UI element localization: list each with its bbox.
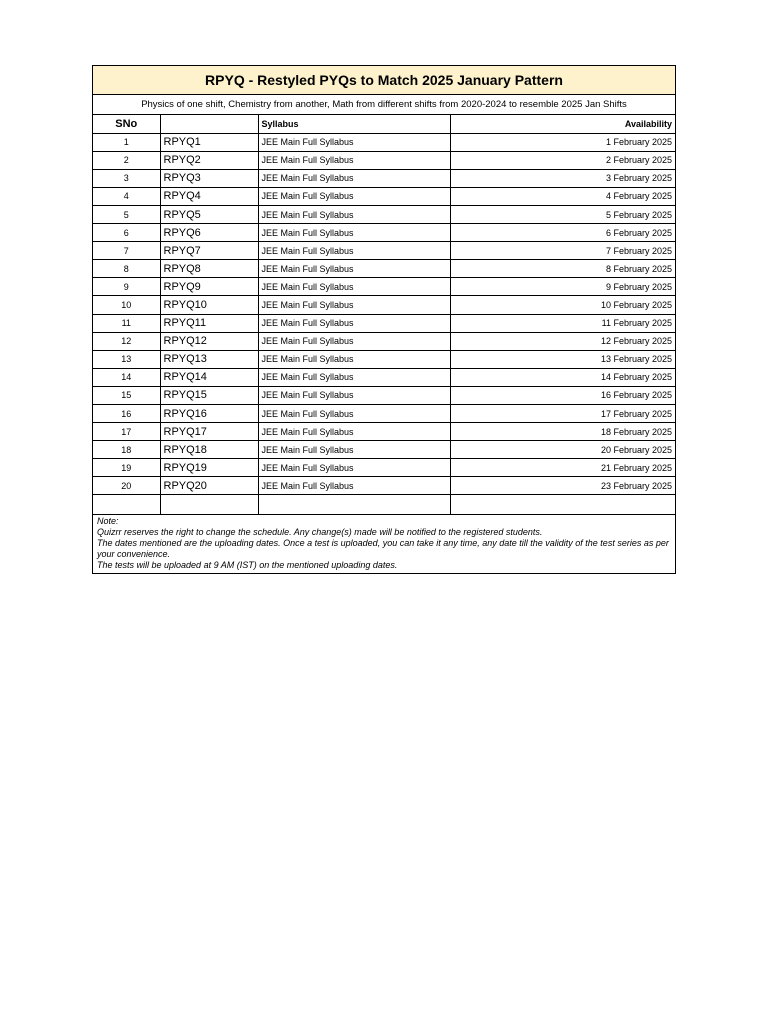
row-availability: 5 February 2025 (450, 205, 675, 223)
row-sno: 4 (93, 187, 160, 205)
row-sno: 1 (93, 133, 160, 151)
table-row (93, 278, 675, 296)
row-syllabus: JEE Main Full Syllabus (258, 423, 450, 441)
row-availability: 16 February 2025 (450, 386, 675, 404)
table-row (93, 405, 675, 423)
table-row (93, 133, 675, 151)
row-sno: 12 (93, 332, 160, 350)
row-syllabus: JEE Main Full Syllabus (258, 169, 450, 187)
table-row (93, 205, 675, 223)
header-availability: Availability (450, 115, 675, 133)
table-row (93, 477, 675, 495)
table-body (93, 133, 675, 515)
row-test-name: RPYQ18 (160, 441, 258, 459)
row-sno: 6 (93, 224, 160, 242)
row-sno: 2 (93, 151, 160, 169)
row-availability: 12 February 2025 (450, 332, 675, 350)
row-availability: 6 February 2025 (450, 224, 675, 242)
row-syllabus: JEE Main Full Syllabus (258, 224, 450, 242)
table-row (93, 260, 675, 278)
row-test-name: RPYQ12 (160, 332, 258, 350)
row-syllabus: JEE Main Full Syllabus (258, 386, 450, 404)
notes-label: Note: (97, 516, 119, 527)
header-test-name (160, 115, 258, 133)
note-line: The dates mentioned are the uploading dates. Once a test is uploaded, you can take it any time, any date till the validity of the test series as per your convenience. (97, 538, 669, 560)
row-sno: 19 (93, 459, 160, 477)
row-availability: 11 February 2025 (450, 314, 675, 332)
row-syllabus: JEE Main Full Syllabus (258, 459, 450, 477)
row-syllabus: JEE Main Full Syllabus (258, 368, 450, 386)
row-syllabus: JEE Main Full Syllabus (258, 296, 450, 314)
empty-cell (258, 495, 450, 515)
row-availability: 2 February 2025 (450, 151, 675, 169)
row-test-name: RPYQ2 (160, 151, 258, 169)
header-syllabus: Syllabus (258, 115, 450, 133)
row-syllabus: JEE Main Full Syllabus (258, 242, 450, 260)
schedule-sheet (92, 65, 676, 574)
table-row (93, 350, 675, 368)
table-row (93, 386, 675, 404)
empty-cell (160, 495, 258, 515)
empty-row (93, 495, 675, 515)
row-sno: 9 (93, 278, 160, 296)
row-test-name: RPYQ1 (160, 133, 258, 151)
row-sno: 16 (93, 405, 160, 423)
row-test-name: RPYQ9 (160, 278, 258, 296)
row-test-name: RPYQ11 (160, 314, 258, 332)
notes-section (93, 515, 675, 573)
schedule-subtitle: Physics of one shift, Chemistry from another, Math from different shifts from 2020-2024 to resemble 2025 Jan Shifts (93, 95, 675, 115)
table-row (93, 314, 675, 332)
table-row (93, 169, 675, 187)
row-availability: 9 February 2025 (450, 278, 675, 296)
table-row (93, 224, 675, 242)
empty-cell (93, 495, 160, 515)
row-test-name: RPYQ6 (160, 224, 258, 242)
row-syllabus: JEE Main Full Syllabus (258, 187, 450, 205)
row-test-name: RPYQ14 (160, 368, 258, 386)
row-availability: 1 February 2025 (450, 133, 675, 151)
row-availability: 14 February 2025 (450, 368, 675, 386)
note-line: Quizrr reserves the right to change the schedule. Any change(s) made will be notified to the registered students. (97, 527, 543, 538)
row-sno: 14 (93, 368, 160, 386)
row-test-name: RPYQ7 (160, 242, 258, 260)
row-sno: 5 (93, 205, 160, 223)
schedule-title: RPYQ - Restyled PYQs to Match 2025 January Pattern (93, 66, 675, 95)
row-availability: 21 February 2025 (450, 459, 675, 477)
row-sno: 13 (93, 350, 160, 368)
row-sno: 15 (93, 386, 160, 404)
row-syllabus: JEE Main Full Syllabus (258, 205, 450, 223)
table-row (93, 423, 675, 441)
row-test-name: RPYQ4 (160, 187, 258, 205)
row-test-name: RPYQ16 (160, 405, 258, 423)
row-sno: 10 (93, 296, 160, 314)
table-row (93, 368, 675, 386)
row-syllabus: JEE Main Full Syllabus (258, 441, 450, 459)
row-syllabus: JEE Main Full Syllabus (258, 133, 450, 151)
table-header-row (93, 115, 675, 133)
row-availability: 20 February 2025 (450, 441, 675, 459)
row-test-name: RPYQ17 (160, 423, 258, 441)
empty-cell (450, 495, 675, 515)
row-test-name: RPYQ8 (160, 260, 258, 278)
table-row (93, 242, 675, 260)
row-syllabus: JEE Main Full Syllabus (258, 332, 450, 350)
row-sno: 11 (93, 314, 160, 332)
table-row (93, 296, 675, 314)
table-row (93, 332, 675, 350)
row-syllabus: JEE Main Full Syllabus (258, 278, 450, 296)
row-test-name: RPYQ5 (160, 205, 258, 223)
row-test-name: RPYQ13 (160, 350, 258, 368)
row-availability: 8 February 2025 (450, 260, 675, 278)
table-row (93, 151, 675, 169)
row-sno: 7 (93, 242, 160, 260)
row-syllabus: JEE Main Full Syllabus (258, 350, 450, 368)
table-row (93, 459, 675, 477)
row-test-name: RPYQ20 (160, 477, 258, 495)
table-row (93, 187, 675, 205)
row-test-name: RPYQ10 (160, 296, 258, 314)
table-row (93, 441, 675, 459)
row-availability: 4 February 2025 (450, 187, 675, 205)
note-line: The tests will be uploaded at 9 AM (IST) on the mentioned uploading dates. (97, 560, 398, 571)
row-syllabus: JEE Main Full Syllabus (258, 405, 450, 423)
row-availability: 17 February 2025 (450, 405, 675, 423)
row-sno: 17 (93, 423, 160, 441)
row-sno: 8 (93, 260, 160, 278)
row-availability: 7 February 2025 (450, 242, 675, 260)
row-sno: 3 (93, 169, 160, 187)
row-sno: 20 (93, 477, 160, 495)
row-sno: 18 (93, 441, 160, 459)
row-availability: 13 February 2025 (450, 350, 675, 368)
row-syllabus: JEE Main Full Syllabus (258, 477, 450, 495)
row-availability: 10 February 2025 (450, 296, 675, 314)
row-syllabus: JEE Main Full Syllabus (258, 151, 450, 169)
row-syllabus: JEE Main Full Syllabus (258, 260, 450, 278)
row-test-name: RPYQ3 (160, 169, 258, 187)
row-syllabus: JEE Main Full Syllabus (258, 314, 450, 332)
row-availability: 3 February 2025 (450, 169, 675, 187)
row-test-name: RPYQ19 (160, 459, 258, 477)
row-availability: 23 February 2025 (450, 477, 675, 495)
schedule-table (93, 115, 675, 515)
row-availability: 18 February 2025 (450, 423, 675, 441)
row-test-name: RPYQ15 (160, 386, 258, 404)
header-sno: SNo (93, 115, 160, 133)
